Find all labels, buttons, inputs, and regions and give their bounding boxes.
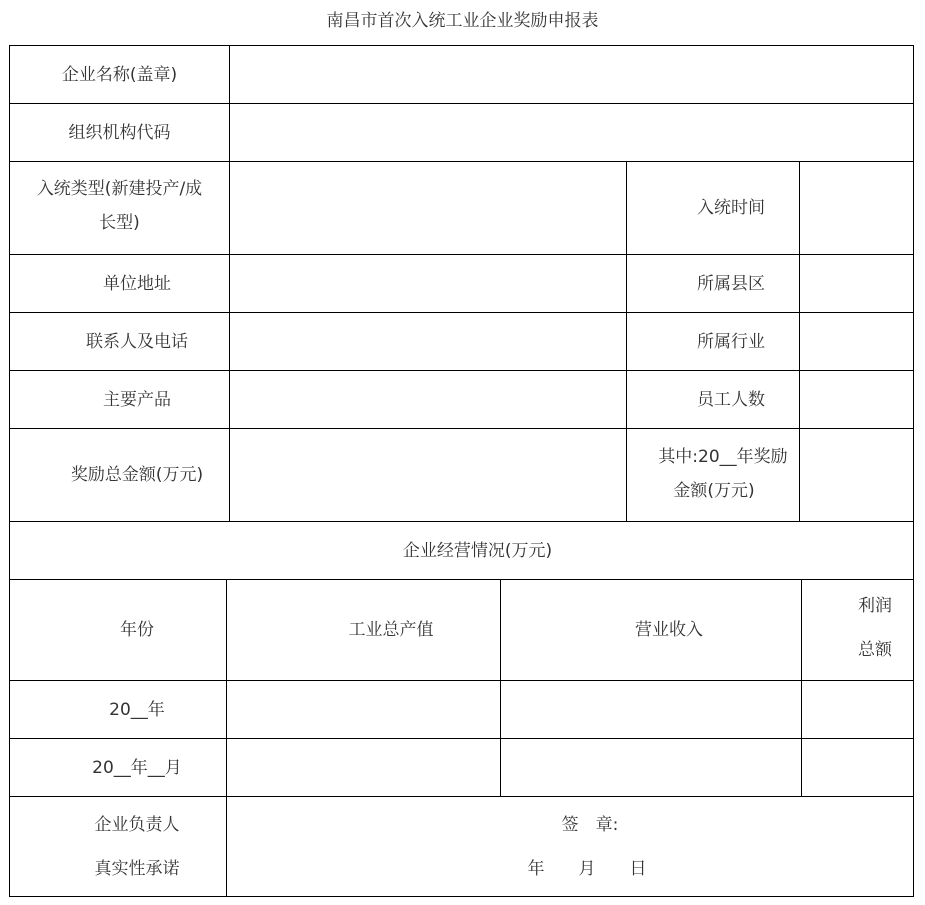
entry-time-field[interactable] (800, 162, 913, 254)
table-border-right (913, 45, 914, 897)
output-field-1[interactable] (227, 681, 500, 738)
industry-field[interactable] (800, 313, 913, 370)
col-header-profit (802, 580, 925, 680)
output-field-2[interactable] (227, 739, 500, 796)
revenue-field-1[interactable] (501, 681, 801, 738)
org-code-field[interactable] (230, 104, 913, 161)
label-entry-type-line1: 入统类型(新建投产/成 (36, 179, 203, 199)
pledge-sign-label: 签 章: (561, 814, 619, 835)
label-entry-time: 入统时间 (697, 198, 765, 218)
profit-field-1[interactable] (802, 681, 913, 738)
employees-field[interactable] (800, 371, 913, 428)
label-address: 单位地址 (103, 273, 171, 294)
company-name-field[interactable] (230, 46, 913, 103)
label-company-name: 企业名称(盖章) (61, 64, 178, 85)
label-entry-type (10, 162, 229, 254)
label-total-reward: 奖励总金额(万元) (70, 465, 204, 485)
profit-field-2[interactable] (802, 739, 913, 796)
label-main-products: 主要产品 (103, 389, 171, 410)
label-employees: 员工人数 (697, 389, 765, 410)
label-year-reward-line1: 其中:20__年奖励 (658, 447, 788, 467)
label-year-reward (627, 429, 819, 521)
entry-type-field[interactable] (230, 162, 626, 254)
pledge-label-line1: 企业负责人 (94, 814, 180, 835)
label-contact: 联系人及电话 (86, 331, 188, 352)
col-header-output: 工业总产值 (348, 620, 434, 640)
label-org-code: 组织机构代码 (68, 122, 171, 143)
pledge-sign-area[interactable] (227, 797, 925, 896)
label-year-reward-line2: 金额(万元) (673, 481, 755, 501)
row-year-1: 20__年 (109, 699, 165, 720)
table-border-bottom (9, 896, 914, 897)
label-entry-type-line2: 长型) (99, 213, 140, 233)
col-header-profit-line2: 总额 (858, 640, 892, 660)
row-year-2: 20__年__月 (92, 757, 182, 778)
revenue-field-2[interactable] (501, 739, 801, 796)
col-header-revenue: 营业收入 (635, 620, 703, 640)
operations-heading: 企业经营情况(万元) (402, 540, 553, 561)
year-reward-field[interactable] (800, 429, 913, 521)
page-title: 南昌市首次入统工业企业奖励申报表 (326, 11, 599, 31)
total-reward-field[interactable] (230, 429, 626, 521)
county-field[interactable] (800, 255, 913, 312)
pledge-label (10, 797, 264, 896)
contact-field[interactable] (230, 313, 626, 370)
pledge-date-label: 年 月 日 (527, 858, 647, 879)
pledge-label-line2: 真实性承诺 (94, 858, 180, 879)
main-products-field[interactable] (230, 371, 626, 428)
label-county: 所属县区 (697, 273, 765, 294)
col-header-year: 年份 (120, 620, 154, 640)
label-industry: 所属行业 (697, 331, 765, 352)
address-field[interactable] (230, 255, 626, 312)
col-header-profit-line1: 利润 (858, 596, 892, 616)
